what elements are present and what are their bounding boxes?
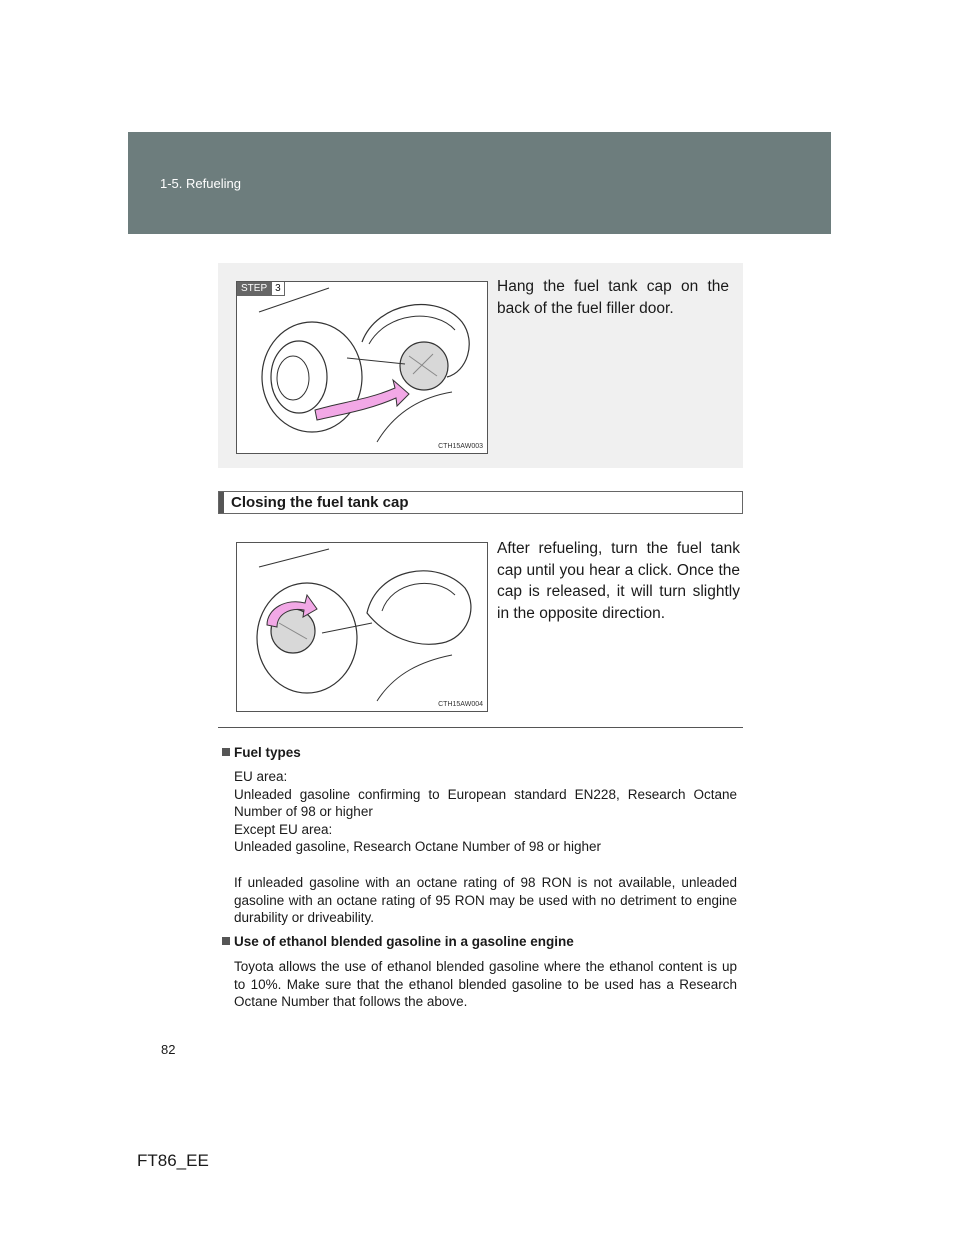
figure-code: CTH15AW004: [438, 701, 483, 708]
closing-text: After refueling, turn the fuel tank cap until you hear a click. Once the cap is released, it will turn slightly in the opposite direction.: [497, 540, 740, 622]
fuel-types-note: If unleaded gasoline with an octane rating of 98 RON is not available, unleaded gasoline with an octane rating of 95 RON may be used with no detriment to engine durability or driveability.: [234, 875, 737, 925]
footer-code: FT86_EE: [137, 1151, 209, 1170]
heading-bar: [219, 492, 224, 513]
ethanol-text: Toyota allows the use of ethanol blended gasoline where the ethanol content is up to 10%. Make sure that the ethanol blended gasoline to be used has a Research Octane Number that follows the above.: [234, 959, 737, 1009]
fuel-cap-close-drawing: [237, 543, 487, 711]
closing-illustration: [236, 542, 488, 712]
ethanol-heading-text: Use of ethanol blended gasoline in a gasoline engine: [234, 934, 574, 949]
fuel-types-heading: [222, 745, 301, 760]
fuel-types-line: Except EU area:: [234, 821, 333, 837]
fuel-types-line: Unleaded gasoline confirming to European standard EN228, Research Octane Number of 98 or higher: [234, 786, 737, 819]
bullet-square-icon: [222, 748, 230, 756]
fuel-types-heading-text: Fuel types: [234, 745, 301, 760]
page-number: 82: [161, 1042, 176, 1057]
fuel-types-line: EU area:: [234, 769, 288, 784]
step-3-illustration: [236, 281, 488, 454]
fuel-types-line: Unleaded gasoline, Research Octane Number of 98 or higher: [234, 839, 601, 854]
bullet-square-icon: [222, 937, 230, 945]
fuel-cap-hang-drawing: [237, 282, 487, 453]
step-label-word: STEP: [237, 282, 271, 296]
ethanol-heading: [222, 934, 574, 949]
section-title: 1-5. Refueling: [160, 176, 241, 191]
fuel-types-details: [234, 768, 737, 856]
section-divider: [218, 727, 743, 728]
closing-heading-text: Closing the fuel tank cap: [231, 494, 409, 511]
figure-code: CTH15AW003: [438, 443, 483, 450]
step-3-text: Hang the fuel tank cap on the back of the fuel filler door.: [497, 278, 729, 317]
section-header: [128, 132, 831, 234]
step-label: [237, 282, 285, 296]
closing-heading: [218, 491, 743, 514]
step-label-number: 3: [271, 282, 285, 296]
